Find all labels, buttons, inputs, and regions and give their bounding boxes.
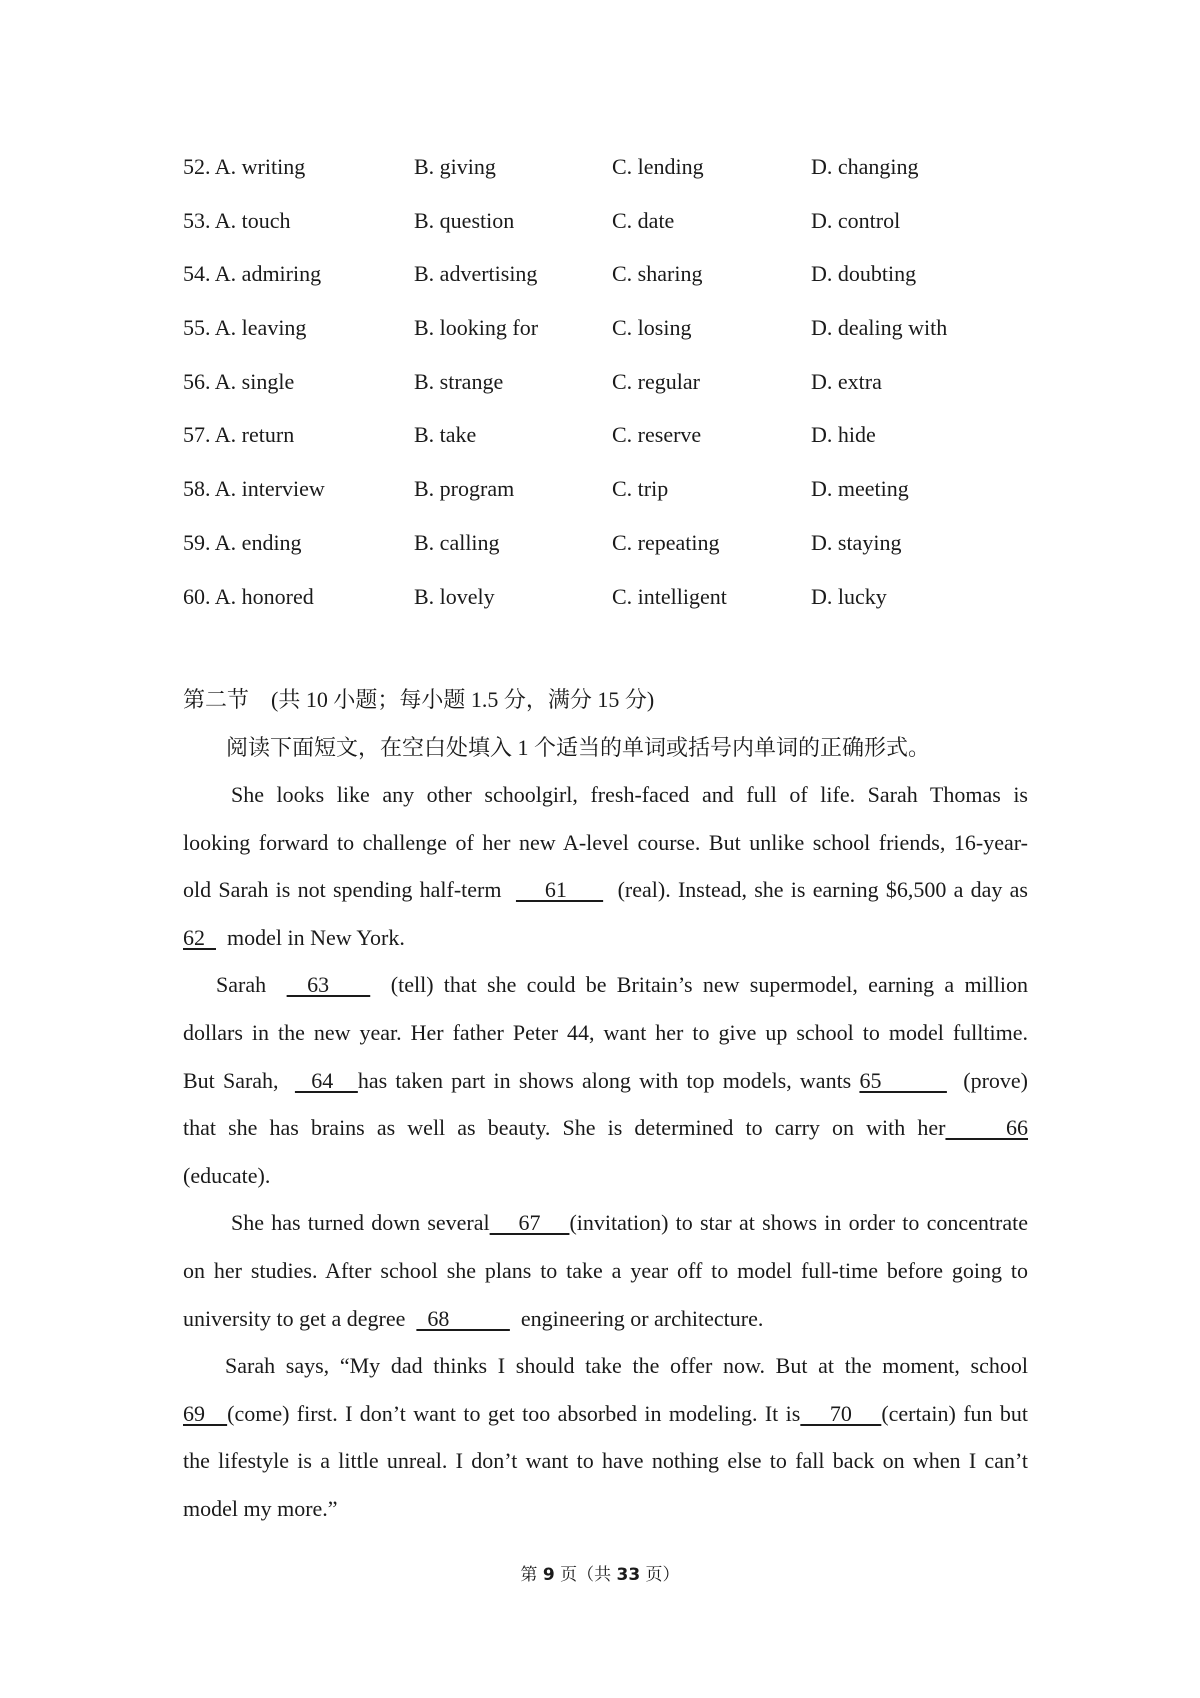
passage-text: (educate). [183, 1162, 271, 1188]
page-footer [0, 1564, 1200, 1586]
passage-text: (come) first. I don’t want to get too absorbed in modeling. It is [227, 1400, 801, 1426]
blank-61: 61 [515, 877, 604, 903]
option-a: 56. A. single [183, 368, 295, 394]
passage-line [183, 1304, 1028, 1352]
passage-text: Sarah says, “My dad thinks I should take the offer now. But at the moment, school [225, 1353, 1028, 1379]
footer-text: 第 [520, 1565, 543, 1585]
passage-text: on her studies. After school she plans to take a year off to model full-time before going to [183, 1257, 1028, 1283]
option-a: 55. A. leaving [183, 315, 307, 341]
passage-line [183, 970, 1028, 1018]
passage-text: old Sarah is not spending half-term [183, 877, 516, 903]
passage-text: the lifestyle is a little unreal. I don’t want to have nothing else to fall back on when I can’t [183, 1448, 1028, 1474]
passage-text: looking forward to challenge of her new A-level course. But unlike school friends, 16-year- [183, 829, 1028, 855]
passage-text: (tell) that she could be Britain’s new supermodel, earning a million [370, 972, 1029, 998]
option-a: 59. A. ending [183, 529, 302, 555]
option-d: D. control [811, 207, 901, 233]
option-c: C. intelligent [612, 583, 727, 609]
option-b: B. calling [414, 529, 500, 555]
passage-text: has taken part in shows along with top models, wants [357, 1067, 860, 1093]
option-a: 52. A. writing [183, 154, 306, 179]
option-b: B. take [414, 422, 477, 448]
option-c: C. reserve [612, 422, 702, 448]
passage-line [183, 1494, 1028, 1542]
option-d: D. lucky [811, 583, 887, 609]
option-b: B. advertising [414, 261, 538, 287]
option-d: D. meeting [811, 476, 909, 502]
section-instruction: 阅读下面短文，在空白处填入 1 个适当的单词或括号内单词的正确形式。 [226, 735, 931, 760]
section-title: 第二节 (共 10 小题；每小题 1.5 分，满分 15 分) [183, 687, 655, 712]
passage-text: (invitation) to star at shows in order to concentrate [569, 1210, 1029, 1236]
blank-64: 64 [294, 1067, 358, 1093]
passage-line [183, 1399, 1028, 1447]
option-d: D. dealing with [811, 315, 948, 341]
option-a: 53. A. touch [183, 207, 291, 233]
passage-text: She looks like any other schoolgirl, fresh-faced and full of life. Sarah Thomas is [231, 782, 1028, 807]
passage-line [183, 828, 1028, 876]
option-d: D. doubting [811, 261, 917, 287]
answer-options [183, 154, 1033, 637]
passage-line [183, 875, 1028, 923]
option-c: C. repeating [612, 529, 720, 555]
passage-line [183, 780, 1028, 828]
option-d: D. hide [811, 422, 876, 448]
option-c: C. sharing [612, 261, 703, 287]
option-c: C. date [612, 207, 675, 233]
option-b: B. program [414, 476, 515, 502]
passage-line [183, 1208, 1028, 1256]
passage-line [183, 923, 1028, 971]
passage-text: that she has brains as well as beauty. She is determined to carry on with her [183, 1115, 946, 1141]
blank-70: 70 [800, 1400, 882, 1426]
option-a: 60. A. honored [183, 583, 314, 609]
option-row-57 [183, 422, 1033, 476]
option-a: 54. A. admiring [183, 261, 322, 287]
passage-text: (real). Instead, she is earning $6,500 a day as [603, 877, 1028, 903]
option-c: C. lending [612, 154, 704, 179]
blank-62: 62 [183, 924, 216, 950]
blank-68: 68 [416, 1305, 510, 1331]
passage-text: Sarah [216, 972, 287, 998]
option-a: 58. A. interview [183, 476, 325, 502]
option-a: 57. A. return [183, 422, 295, 448]
passage-line [183, 1018, 1028, 1066]
option-row-53 [183, 208, 1033, 262]
passage-text: (certain) fun but [881, 1400, 1029, 1426]
option-d: D. changing [811, 154, 919, 179]
passage-line [183, 1351, 1028, 1399]
option-c: C. trip [612, 476, 669, 502]
option-c: C. losing [612, 315, 692, 341]
option-row-52 [183, 154, 1033, 208]
passage-text: (prove) [946, 1067, 1028, 1093]
footer-text: 页（共 [554, 1565, 617, 1585]
option-row-60 [183, 584, 1033, 638]
option-d: D. staying [811, 529, 902, 555]
blank-65: 65 [859, 1067, 947, 1093]
reading-passage [183, 780, 1028, 1542]
passage-line [183, 1161, 1028, 1209]
passage-text: She has turned down several [231, 1210, 490, 1236]
page-total: 33 [616, 1565, 641, 1585]
option-row-59 [183, 530, 1033, 584]
option-row-54 [183, 261, 1033, 315]
option-b: B. question [414, 207, 515, 233]
option-b: B. looking for [414, 315, 539, 341]
passage-line [183, 1446, 1028, 1494]
option-c: C. regular [612, 368, 700, 394]
passage-text: university to get a degree [183, 1305, 417, 1331]
passage-text: But Sarah, [183, 1067, 295, 1093]
option-d: D. extra [811, 368, 882, 394]
page-number: 9 [542, 1565, 555, 1585]
option-b: B. giving [414, 154, 496, 179]
option-b: B. lovely [414, 583, 495, 609]
passage-text: model in New York. [216, 924, 405, 950]
option-b: B. strange [414, 368, 504, 394]
blank-63: 63 [286, 972, 371, 998]
passage-text: engineering or architecture. [509, 1305, 764, 1331]
passage-text: model my more.” [183, 1495, 338, 1521]
passage-text: dollars in the new year. Her father Peter 44, want her to give up school to model fulltime. [183, 1019, 1028, 1045]
passage-line [183, 1113, 1028, 1161]
blank-66: 66 [945, 1115, 1029, 1141]
blank-69: 69 [183, 1400, 228, 1426]
passage-line [183, 1256, 1028, 1304]
option-row-56 [183, 369, 1033, 423]
passage-line [183, 1066, 1028, 1114]
option-row-55 [183, 315, 1033, 369]
blank-67: 67 [489, 1210, 570, 1236]
option-row-58 [183, 476, 1033, 530]
footer-text: 页） [640, 1565, 680, 1585]
